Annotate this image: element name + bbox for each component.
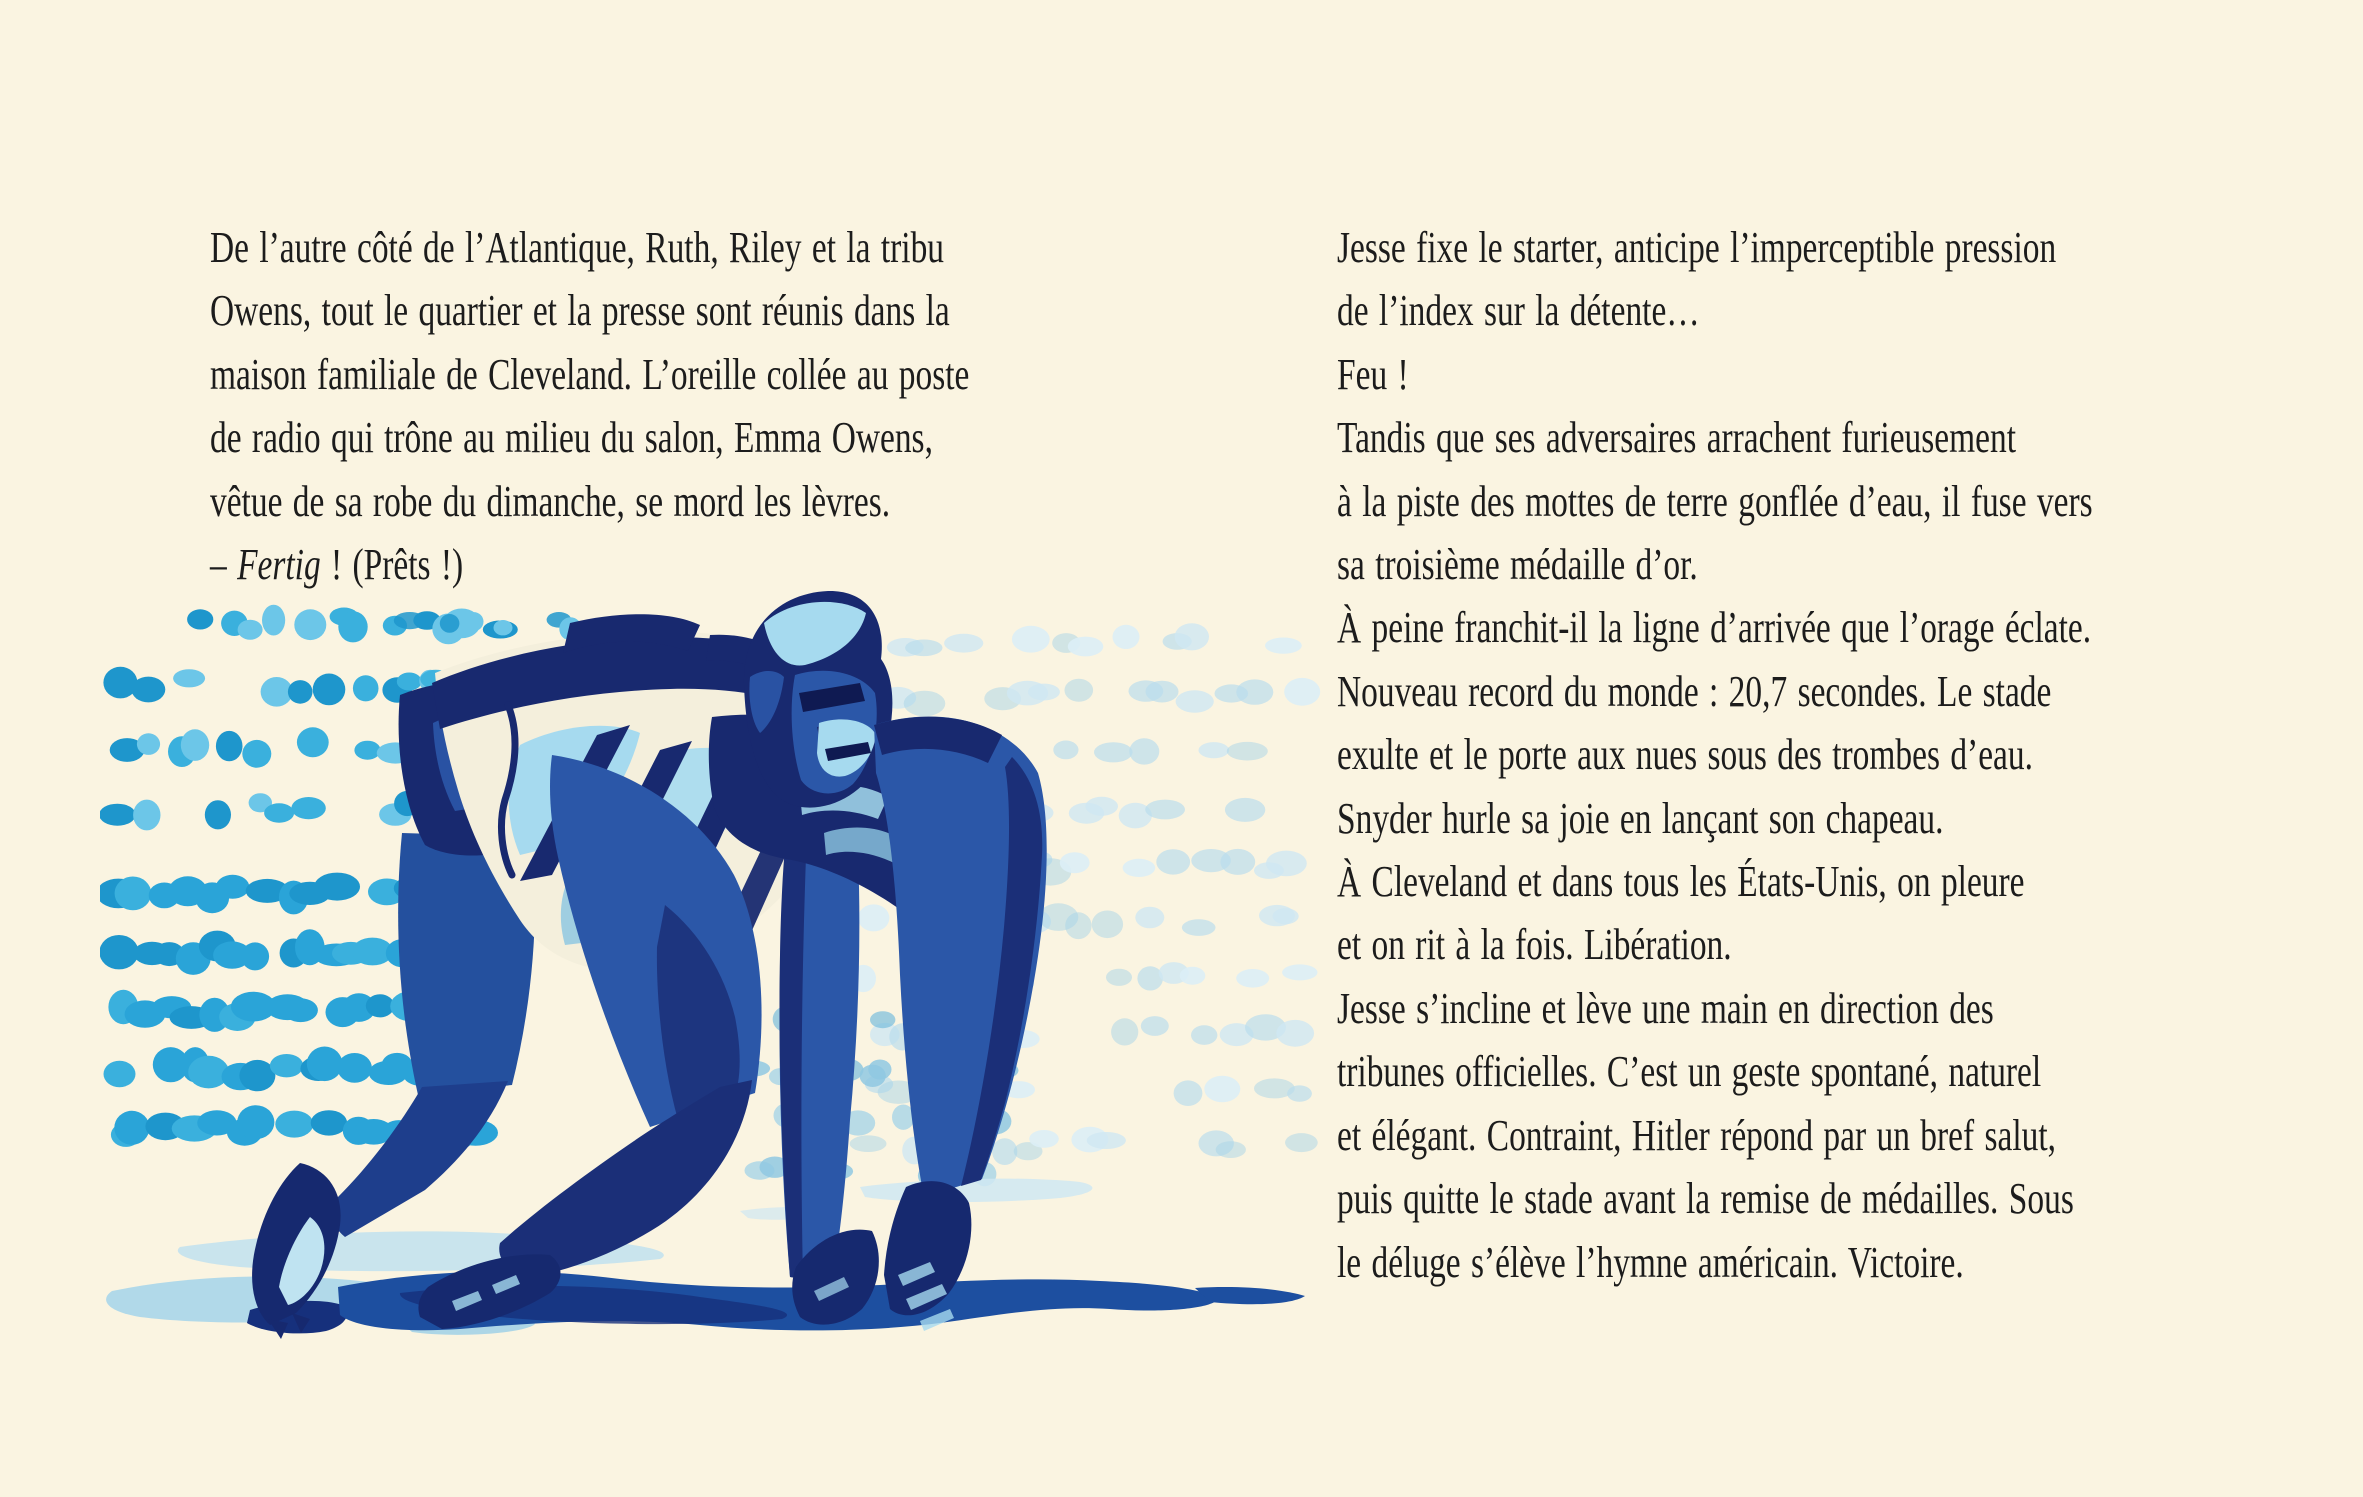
text-line: Tandis que ses adversaires arrachent furieusement <box>1337 413 2017 463</box>
text-line: de radio qui trône au milieu du salon, Emma Owens, <box>210 413 933 463</box>
text-line: Nouveau record du monde : 20,7 secondes. Le stade <box>1337 666 2052 716</box>
dialogue-dash: – <box>210 540 238 590</box>
text-line: le déluge s’élève l’hymne américain. Victoire. <box>1337 1237 1964 1287</box>
text-line: À Cleveland et dans tous les États-Unis, on pleure <box>1337 857 2025 907</box>
text-line: maison familiale de Cleveland. L’oreille collée au poste <box>210 349 970 399</box>
text-line: Owens, tout le quartier et la presse sont réunis dans la <box>210 286 950 336</box>
text-line: Feu ! <box>1337 349 1409 399</box>
text-line: tribunes officielles. C’est un geste spontané, naturel <box>1337 1047 2042 1097</box>
text-line: puis quitte le stade avant la remise de médailles. Sous <box>1337 1174 2074 1224</box>
text-line: vêtue de sa robe du dimanche, se mord les lèvres. <box>210 476 891 526</box>
right-page-paragraph <box>1337 216 2331 1294</box>
text-line: et élégant. Contraint, Hitler répond par un bref salut, <box>1337 1110 2056 1160</box>
text-line: à la piste des mottes de terre gonflée d’eau, il fuse vers <box>1337 476 2093 526</box>
dialogue-italic-word: Fertig <box>237 540 321 590</box>
text-line: Jesse s’incline et lève une main en direction des <box>1337 983 1994 1033</box>
text-line: sa troisième médaille d’or. <box>1337 540 1698 590</box>
text-line: Jesse fixe le starter, anticipe l’imperceptible pression <box>1337 223 2057 272</box>
text-line: de l’index sur la détente… <box>1337 286 1700 336</box>
text-line: exulte et le porte aux nues sous des trombes d’eau. <box>1337 730 2033 780</box>
runner-shadow <box>247 1271 1305 1333</box>
dialogue-rest: ! (Prêts !) <box>320 540 464 590</box>
illustration-sprinter-start <box>100 575 1350 1365</box>
rear-shin <box>332 1081 508 1237</box>
text-line: Snyder hurle sa joie en lançant son chapeau. <box>1337 793 1944 843</box>
text-line: À peine franchit-il la ligne d’arrivée que l’orage éclate. <box>1337 603 2092 653</box>
text-line: De l’autre côté de l’Atlantique, Ruth, Riley et la tribu <box>210 223 945 272</box>
text-line: et on rit à la fois. Libération. <box>1337 920 1732 970</box>
left-page-paragraph <box>210 216 1209 596</box>
